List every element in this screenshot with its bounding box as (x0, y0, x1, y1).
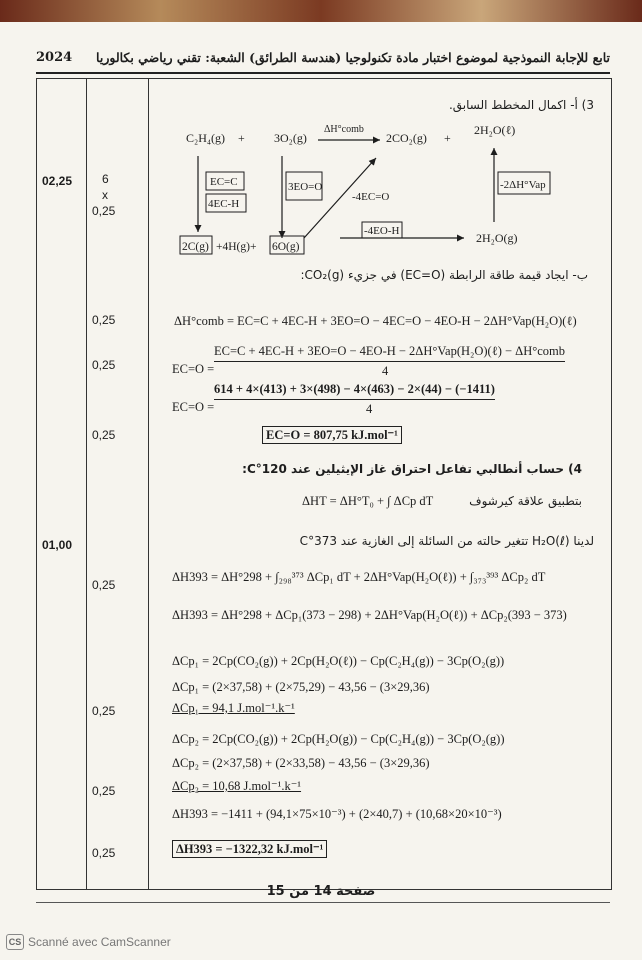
equation-e: ΔCp₁ = 94,1 J.mol⁻¹.k⁻¹ (172, 701, 295, 715)
equation-b: ΔH393 = ΔH°298 + ΔCp₁(373 − 298) + 2ΔH°Vap(H₂O(ℓ)) + ΔCp₂(393 − 373) (172, 608, 567, 622)
score-s3: 0,25 (92, 428, 116, 442)
label-eco: -4EC=O (352, 191, 390, 203)
score-partial-x: x (102, 188, 108, 202)
score-s5: 0,25 (92, 704, 116, 718)
equation-g: ΔCp₂ = (2×37,58) + (2×33,58) − 43,56 − (3×29,36) (172, 756, 430, 770)
product-h2o-l: 2H₂O(ℓ) (474, 123, 516, 137)
score-s7: 0,25 (92, 846, 116, 860)
equation-3-numerator: 614 + 4×(413) + 3×(498) − 4×(463) − 2×(44) − (−1411) (214, 382, 495, 400)
footer-rule (36, 902, 610, 903)
page-number: صفحة 14 من 15 (266, 884, 376, 899)
kirchhoff-label: بتطبيق علاقة كيرشوف (469, 494, 582, 508)
header-year: 2024 (36, 50, 73, 65)
label-ech: 4EC-H (208, 198, 240, 210)
atom-6o: 6O(g) (272, 241, 300, 253)
label-ecc: EC=C (210, 176, 238, 188)
atom-2c: 2C(g) (182, 241, 209, 253)
kirchhoff-equation: ΔHT = ΔH°T₀ + ∫ ΔCp dT (302, 494, 434, 508)
score-s2: 0,25 (92, 358, 116, 372)
plus-1: + (238, 131, 245, 145)
score-partial-025: 0,25 (92, 204, 116, 218)
equation-d: ΔCp₁ = (2×37,58) + (2×75,29) − 43,56 − (3×29,36) (172, 680, 430, 694)
result-eco: EC=O = 807,75 kJ.mol⁻¹ (262, 426, 402, 444)
equation-c: ΔCp₁ = 2Cp(CO₂(g)) + 2Cp(H₂O(ℓ)) − Cp(C₂H₄(g)) − 3Cp(O₂(g)) (172, 654, 505, 668)
product-h2o-g: 2H₂O(g) (476, 231, 518, 245)
item-4: 4) حساب أنطالبي تفاعل احتراق غاز الإيثيلين عند 120°C: (242, 462, 582, 476)
plus-2: + (444, 131, 451, 145)
header-title: تابع للإجابة النموذجية لموضوع اختبار مادة تكنولوجيا (هندسة الطرائق) الشعبة: تقني رياضي بكالوريا (96, 50, 610, 65)
camscanner-text: Scanné avec CamScanner (28, 935, 171, 949)
label-eoo: 3EO=O (288, 181, 323, 193)
equation-1: ΔH°comb = EC=C + 4EC-H + 3EO=O − 4EC=O − 4EO-H − 2ΔH°Vap(H₂O)(ℓ) (174, 314, 577, 328)
label-eoh: -4EO-H (364, 225, 400, 237)
atom-4h: +4H(g)+ (216, 241, 257, 253)
equation-a: ΔH393 = ΔH°298 + ∫₂₉₈³⁷³ ΔCp₁ dT + 2ΔH°Vap(H₂O(ℓ)) + ∫₃₇₃³⁹³ ΔCp₂ dT (172, 570, 546, 584)
score-partial-6: 6 (102, 172, 109, 186)
score-s1: 0,25 (92, 313, 116, 327)
dh-comb-label: ΔH°comb (324, 124, 364, 135)
product-co2: 2CO₂(g) (386, 131, 427, 145)
equation-f: ΔCp₂ = 2Cp(CO₂(g)) + 2Cp(H₂O(g)) − Cp(C₂H₄(g)) − 3Cp(O₂(g)) (172, 732, 505, 746)
reactant-c2h4: C₂H₄(g) (186, 131, 226, 145)
camscanner-watermark (6, 934, 171, 950)
phase-change-note: لدينا H₂O(ℓ) تتغير حالته من السائلة إلى الغازية عند 373°C (299, 534, 594, 548)
equation-i: ΔH393 = −1411 + (94,1×75×10⁻³) + (2×40,7) + (10,68×20×10⁻³) (172, 807, 502, 821)
score-total-b: 01,00 (42, 538, 73, 552)
equation-h: ΔCp₂ = 10,68 J.mol⁻¹.k⁻¹ (172, 779, 302, 793)
reactant-o2: 3O₂(g) (274, 131, 307, 145)
item-3a: 3) أ- اكمال المخطط السابق. (448, 98, 594, 112)
label-dhvap: -2ΔH°Vap (500, 179, 546, 191)
equation-2-numerator: EC=C + 4EC-H + 3EO=O − 4EO-H − 2ΔH°Vap(H₂O)(ℓ) − ΔH°comb (214, 344, 565, 362)
result-dh393: ΔH393 = −1322,32 kJ.mol⁻¹ (172, 840, 327, 858)
equation-2-lhs: EC=O = (172, 362, 215, 376)
equation-3-denominator: 4 (366, 402, 373, 416)
equation-2-denominator: 4 (382, 364, 389, 378)
camscanner-logo-icon: CS (6, 934, 24, 950)
score-total-a: 02,25 (42, 174, 73, 188)
score-s6: 0,25 (92, 784, 116, 798)
equation-3-lhs: EC=O = (172, 400, 215, 414)
score-s4: 0,25 (92, 578, 116, 592)
item-3b: ب- ايجاد قيمة طاقة الرابطة (EC=O) في جزيء CO₂(g): (300, 268, 588, 282)
